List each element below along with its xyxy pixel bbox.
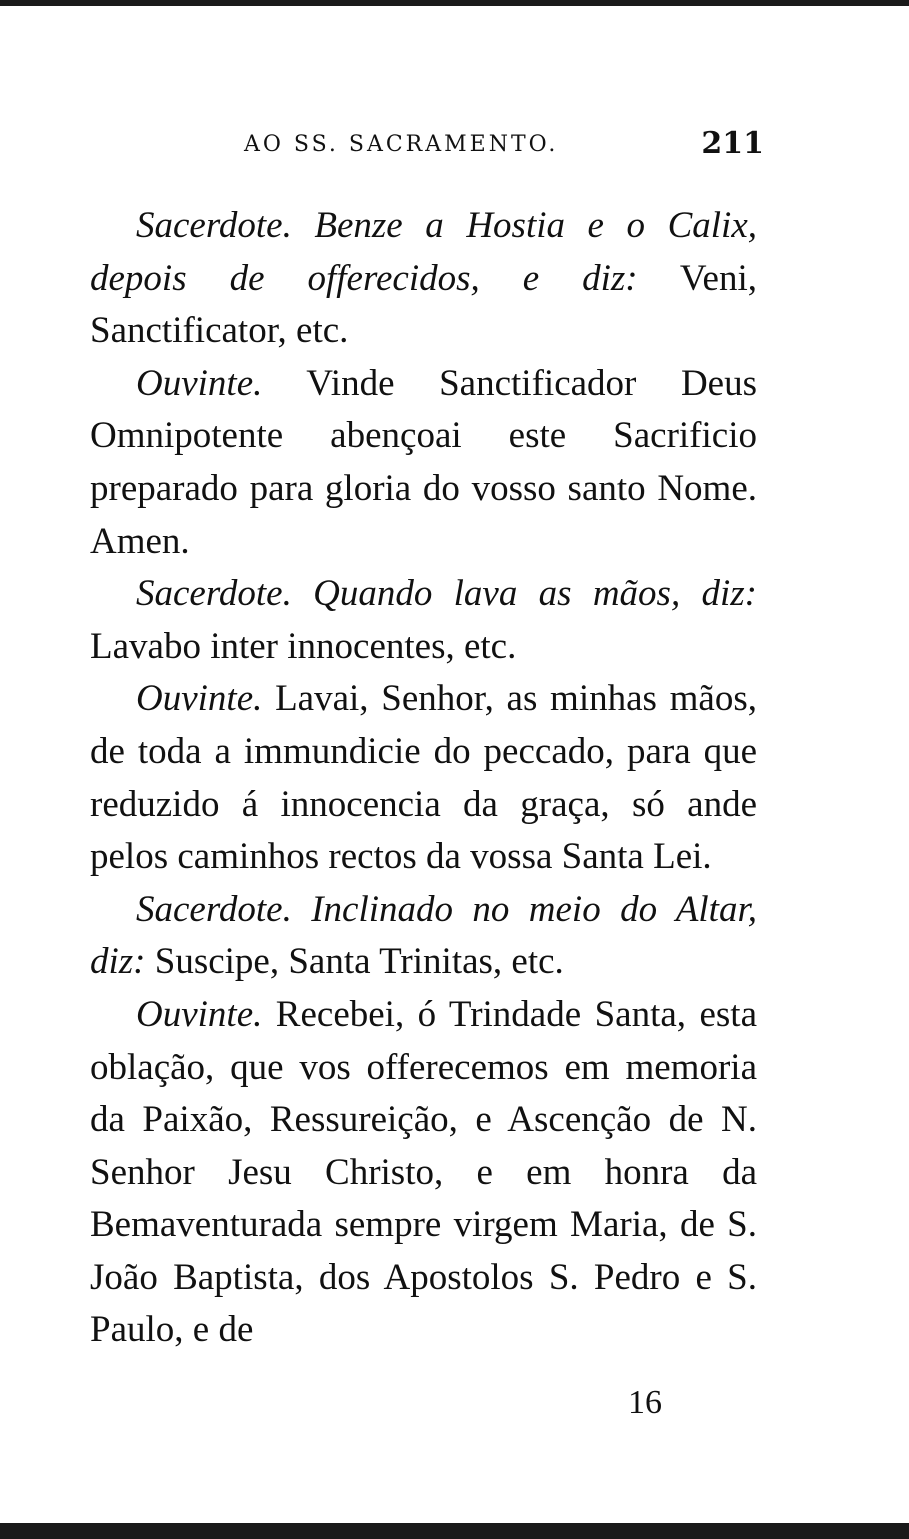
rubric-text: Quando lava as mãos, diz: bbox=[291, 573, 757, 615]
bottom-page-edge bbox=[0, 1523, 909, 1539]
paragraph-ouvinte-2 bbox=[90, 673, 757, 883]
signature-mark: 16 bbox=[628, 1384, 662, 1421]
paragraph-sacerdote-1 bbox=[90, 200, 757, 358]
paragraph-ouvinte-3 bbox=[90, 989, 757, 1357]
prayer-text: Vinde Sanctificador Deus Omnipotente abençoai este Sacrificio preparado para gloria do vosso santo Nome. Amen. bbox=[90, 362, 757, 562]
running-head bbox=[244, 128, 764, 164]
paragraph-sacerdote-2 bbox=[90, 568, 757, 673]
running-title: AO SS. SACRAMENTO. bbox=[244, 132, 559, 157]
prayer-text: Lavabo inter innocentes, etc. bbox=[90, 625, 517, 667]
rubric-text: Inclinado no meio do Altar, diz: bbox=[90, 888, 757, 983]
prayer-text: Recebei, ó Trindade Santa, esta oblação, que vos offerecemos em memoria da Paixão, Ressureição, e Ascenção de N. Senhor Jesu Christo, e em honra da Bemaventurada sempre virgem Maria, de S. João Baptista, dos Apostolos S. Pedro e S. Paulo, e de bbox=[90, 993, 757, 1351]
rubric-text: Benze a Hostia e o Calix, depois de offerecidos, e diz: bbox=[90, 205, 757, 299]
speaker-label: Sacerdote. bbox=[136, 888, 292, 930]
top-page-edge bbox=[0, 0, 909, 6]
prayer-text: Veni, Sanctificator, etc. bbox=[90, 257, 757, 352]
paragraph-sacerdote-3 bbox=[90, 884, 757, 989]
paragraph-ouvinte-1 bbox=[90, 358, 757, 568]
speaker-label: Ouvinte. bbox=[136, 362, 263, 404]
prayer-text: Suscipe, Santa Trinitas, etc. bbox=[145, 941, 564, 983]
speaker-label: Sacerdote. bbox=[136, 573, 292, 615]
speaker-label: Ouvinte. bbox=[136, 993, 263, 1035]
speaker-label: Ouvinte. bbox=[136, 678, 263, 720]
body-text bbox=[90, 200, 757, 1357]
page-number: 211 bbox=[701, 126, 764, 161]
prayer-text: Lavai, Senhor, as minhas mãos, de toda a immundicie do peccado, para que reduzido á innocencia da graça, só ande pelos caminhos rectos da vossa Santa Lei. bbox=[90, 678, 757, 878]
speaker-label: Sacerdote. bbox=[136, 205, 292, 246]
